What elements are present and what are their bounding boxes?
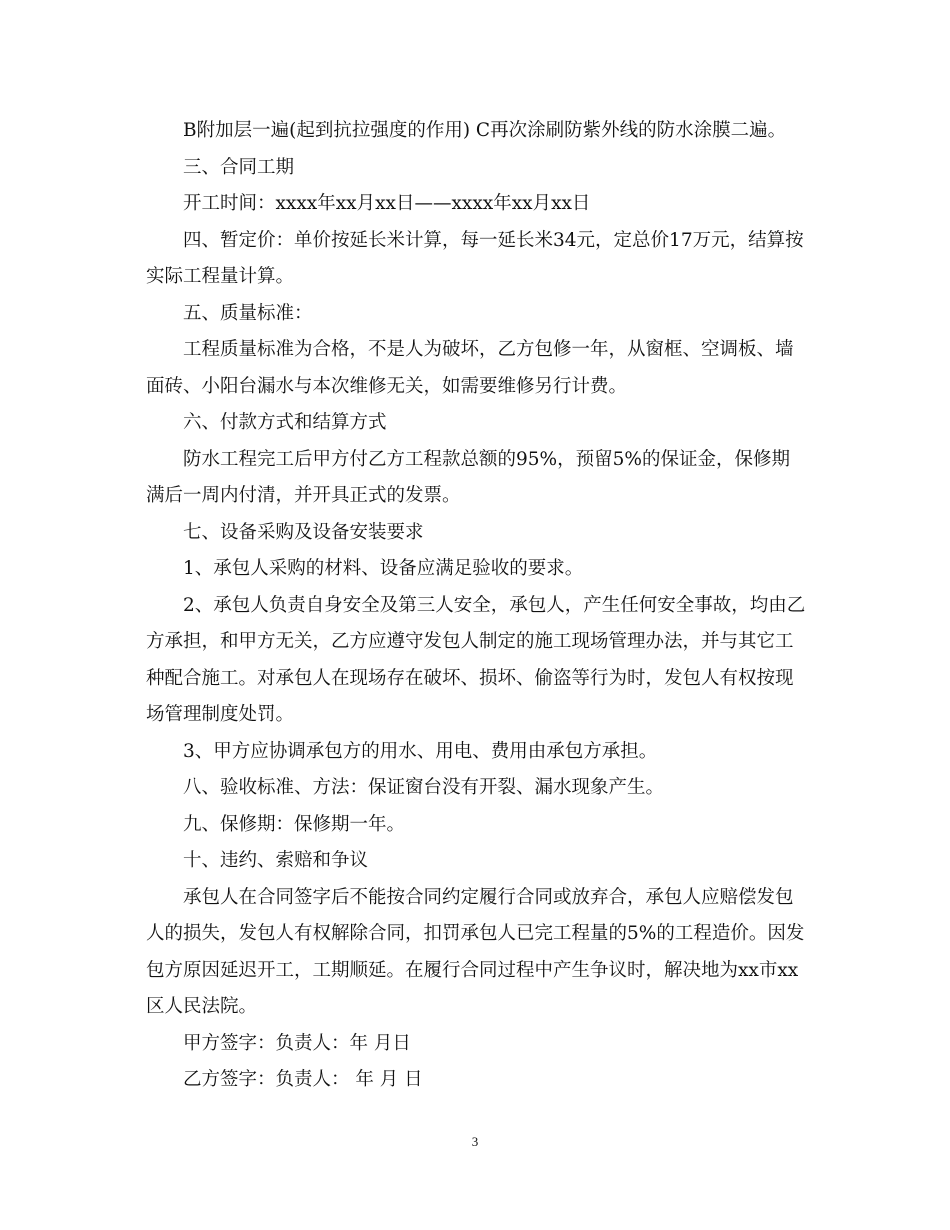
paragraph-warranty-period: 九、保修期：保修期一年。 <box>183 813 406 835</box>
heading-equipment-requirements: 七、设备采购及设备安装要求 <box>183 521 424 543</box>
paragraph-payment-method: 防水工程完工后甲方付乙方工程款总额的95%，预留5%的保证金，保修期满后一周内付清，并开具正式的发票。 <box>146 448 790 506</box>
paragraph-start-time: 开工时间：xxxx年xx月xx日——xxxx年xx月xx日 <box>183 193 591 214</box>
document-body <box>146 113 806 1099</box>
heading-contract-period: 三、合同工期 <box>183 156 295 178</box>
paragraph-provisional-price: 四、暂定价：单价按延长米计算，每一延长米34元，定总价17万元，结算按实际工程量计算。 <box>146 229 804 287</box>
signature-party-a: 甲方签字：负责人：年 月日 <box>183 1032 411 1054</box>
paragraph-requirement-1: 1、承包人采购的材料、设备应满足验收的要求。 <box>183 558 584 579</box>
heading-breach-claims-disputes: 十、违约、索赔和争议 <box>183 850 369 871</box>
paragraph-breach-claims-disputes: 承包人在合同签字后不能按合同约定履行合同或放弃合，承包人应赔偿发包人的损失，发包人有权解除合同，扣罚承包人已完工程量的5%的工程造价。因发包方原因延迟开工，工期顺延。在履行合同过程中产生争议时，解决地为xx市xx区人民法院。 <box>146 886 805 1017</box>
heading-payment-method: 六、付款方式和结算方式 <box>183 412 387 433</box>
page-number: 3 <box>471 1134 479 1149</box>
paragraph-waterproof-layers: B附加层一遍(起到抗拉强度的作用) C再次涂刷防紫外线的防水涂膜二遍。 <box>183 120 787 141</box>
paragraph-requirement-3: 3、甲方应协调承包方的用水、用电、费用由承包方承担。 <box>183 740 658 762</box>
heading-quality-standard: 五、质量标准： <box>183 302 313 324</box>
signature-party-b: 乙方签字：负责人： 年 月 日 <box>183 1069 423 1090</box>
paragraph-quality-standard: 工程质量标准为合格，不是人为破坏，乙方包修一年，从窗框、空调板、墙面砖、小阳台漏水与本次维修无关，如需要维修另行计费。 <box>146 339 794 397</box>
paragraph-acceptance-standard: 八、验收标准、方法：保证窗台没有开裂、漏水现象产生。 <box>183 777 665 798</box>
paragraph-requirement-2: 2、承包人负责自身安全及第三人安全，承包人，产生任何安全事故，均由乙方承担，和甲方无关，乙方应遵守发包人制定的施工现场管理办法，并与其它工种配合施工。对承包人在现场存在破坏、损坏、偷盗等行为时，发包人有权按现场管理制度处罚。 <box>146 594 806 725</box>
